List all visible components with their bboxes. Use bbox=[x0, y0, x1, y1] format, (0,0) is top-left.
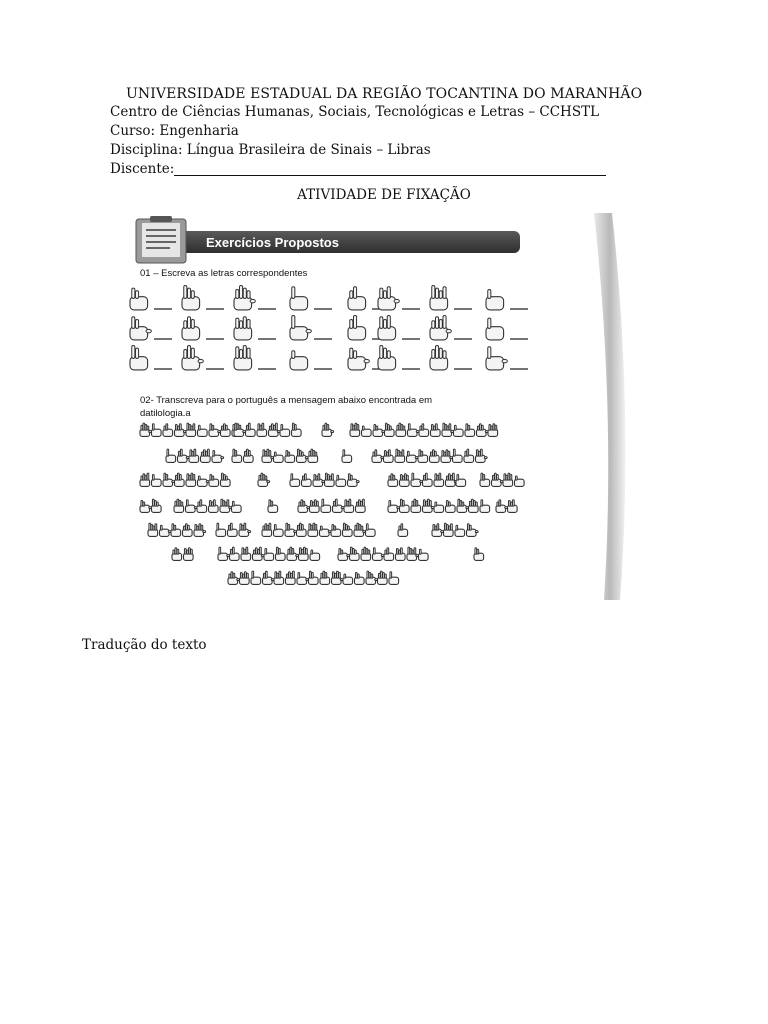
hand-sign-icon bbox=[400, 474, 410, 487]
banner-title: Exercícios Propostos bbox=[206, 235, 339, 250]
university-title: UNIVERSIDADE ESTADUAL DA REGIÃO TOCANTINA DO MARANHÃO bbox=[126, 86, 643, 102]
exercise-sheet-image bbox=[82, 213, 654, 600]
hand-sign-icon bbox=[350, 423, 360, 436]
student-name-blank[interactable] bbox=[174, 175, 606, 176]
hand-sign-icon bbox=[488, 424, 498, 437]
question-2-line-1: 02- Transcreva para o português a mensagem abaixo encontrada em bbox=[140, 395, 433, 406]
hand-sign-icon bbox=[430, 285, 448, 309]
translation-label: Tradução do texto bbox=[82, 637, 207, 653]
course-line: Curso: Engenharia bbox=[110, 123, 239, 139]
hand-sign-icon bbox=[234, 345, 252, 369]
clipboard-icon bbox=[136, 216, 186, 263]
discipline-line: Disciplina: Língua Brasileira de Sinais – Libras bbox=[110, 142, 431, 158]
hand-sign-icon bbox=[148, 523, 158, 536]
hand-sign-icon bbox=[503, 473, 513, 486]
hand-sign-icon bbox=[444, 523, 454, 536]
hand-sign-icon bbox=[299, 547, 309, 560]
hand-sign-icon bbox=[186, 473, 196, 486]
hand-sign-icon bbox=[184, 548, 194, 561]
hand-sign-icon bbox=[186, 423, 196, 436]
activity-title: ATIVIDADE DE FIXAÇÃO bbox=[297, 187, 471, 203]
center-line: Centro de Ciências Humanas, Sociais, Tecnológicas e Letras – CCHSTL bbox=[110, 104, 600, 120]
question-2-line-2: datilologia.a bbox=[140, 408, 191, 419]
hand-sign-icon bbox=[234, 317, 252, 340]
student-label: Discente: bbox=[110, 161, 175, 177]
hand-sign-icon bbox=[310, 500, 320, 513]
hand-sign-icon bbox=[308, 523, 318, 536]
hand-sign-icon bbox=[325, 473, 335, 486]
hand-sign-icon bbox=[395, 449, 405, 462]
question-1: 01 – Escreva as letras correspondentes bbox=[140, 268, 308, 279]
hand-sign-icon bbox=[240, 572, 250, 585]
